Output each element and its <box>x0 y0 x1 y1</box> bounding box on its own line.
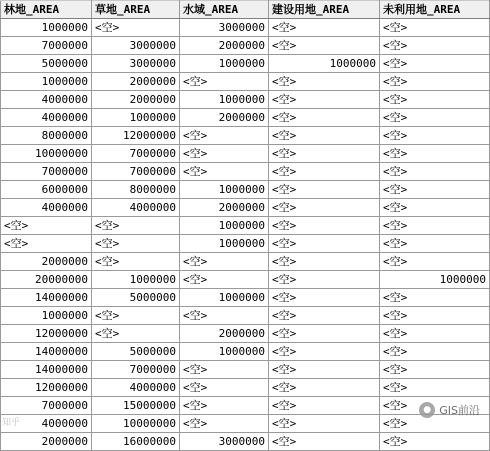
table-cell[interactable]: 5000000 <box>92 343 180 361</box>
table-cell[interactable]: <空> <box>92 235 180 253</box>
table-row[interactable] <box>1 181 490 199</box>
table-cell[interactable]: <空> <box>180 379 269 397</box>
table-row[interactable] <box>1 253 490 271</box>
table-cell[interactable]: 4000000 <box>1 91 92 109</box>
table-cell[interactable]: <空> <box>380 415 490 433</box>
table-cell[interactable]: 14000000 <box>1 289 92 307</box>
column-header-water-area[interactable]: 水域_AREA <box>180 1 269 19</box>
column-header-grassland-area[interactable]: 草地_AREA <box>92 1 180 19</box>
table-cell[interactable]: <空> <box>380 181 490 199</box>
table-cell[interactable]: 7000000 <box>92 361 180 379</box>
table-cell[interactable]: 4000000 <box>92 379 180 397</box>
table-cell[interactable]: 2000000 <box>180 37 269 55</box>
table-cell[interactable]: <空> <box>180 127 269 145</box>
table-row[interactable] <box>1 127 490 145</box>
table-cell[interactable]: <空> <box>180 145 269 163</box>
table-cell[interactable]: <空> <box>269 343 380 361</box>
table-row[interactable] <box>1 109 490 127</box>
table-cell[interactable]: 3000000 <box>180 433 269 451</box>
table-cell[interactable]: <空> <box>380 235 490 253</box>
table-cell[interactable]: <空> <box>92 307 180 325</box>
table-cell[interactable]: <空> <box>180 415 269 433</box>
table-row[interactable] <box>1 415 490 433</box>
table-row[interactable] <box>1 343 490 361</box>
table-row[interactable] <box>1 145 490 163</box>
table-cell[interactable]: 12000000 <box>1 325 92 343</box>
table-cell[interactable]: <空> <box>269 145 380 163</box>
table-cell[interactable]: 1000000 <box>1 73 92 91</box>
table-cell[interactable]: 12000000 <box>92 127 180 145</box>
table-cell[interactable]: <空> <box>380 307 490 325</box>
table-cell[interactable]: <空> <box>380 253 490 271</box>
table-row[interactable] <box>1 199 490 217</box>
table-cell[interactable]: <空> <box>380 289 490 307</box>
watermark <box>419 402 480 418</box>
table-row[interactable] <box>1 379 490 397</box>
table-cell[interactable]: 1000000 <box>92 271 180 289</box>
watermark-text: GIS前沿 <box>439 404 480 417</box>
table-cell[interactable]: <空> <box>269 217 380 235</box>
table-row[interactable] <box>1 289 490 307</box>
table-cell[interactable]: 1000000 <box>180 181 269 199</box>
table-cell[interactable]: <空> <box>269 91 380 109</box>
table-cell[interactable]: 2000000 <box>180 109 269 127</box>
table-cell[interactable]: <空> <box>269 253 380 271</box>
table-cell[interactable]: <空> <box>180 253 269 271</box>
table-cell[interactable]: 16000000 <box>92 433 180 451</box>
table-cell[interactable]: <空> <box>269 379 380 397</box>
table-cell[interactable]: 2000000 <box>180 325 269 343</box>
table-cell[interactable]: <空> <box>380 433 490 451</box>
table-cell[interactable]: 3000000 <box>92 37 180 55</box>
table-cell[interactable]: 10000000 <box>1 145 92 163</box>
table-cell[interactable]: 1000000 <box>180 343 269 361</box>
table-cell[interactable]: 6000000 <box>1 181 92 199</box>
table-cell[interactable]: 2000000 <box>92 91 180 109</box>
table-cell[interactable]: 7000000 <box>1 163 92 181</box>
table-row[interactable] <box>1 163 490 181</box>
table-cell[interactable]: 7000000 <box>92 145 180 163</box>
table-cell[interactable]: 1000000 <box>180 289 269 307</box>
table-row[interactable] <box>1 235 490 253</box>
table-cell[interactable]: 12000000 <box>1 379 92 397</box>
table-cell[interactable]: <空> <box>180 307 269 325</box>
table-cell[interactable]: <空> <box>180 361 269 379</box>
table-cell[interactable]: 2000000 <box>1 253 92 271</box>
table-row[interactable] <box>1 397 490 415</box>
table-cell[interactable]: 1000000 <box>380 271 490 289</box>
header-row <box>1 1 490 19</box>
table-cell[interactable]: 1000000 <box>1 19 92 37</box>
table-row[interactable] <box>1 217 490 235</box>
table-cell[interactable]: 2000000 <box>92 73 180 91</box>
table-cell[interactable]: <空> <box>269 433 380 451</box>
table-cell[interactable]: <空> <box>269 271 380 289</box>
table-cell[interactable]: <空> <box>380 73 490 91</box>
table-cell[interactable]: <空> <box>1 235 92 253</box>
table-cell[interactable]: <空> <box>269 37 380 55</box>
table-cell[interactable]: 14000000 <box>1 343 92 361</box>
table-cell[interactable]: <空> <box>269 307 380 325</box>
table-cell[interactable]: 2000000 <box>1 433 92 451</box>
table-cell[interactable]: <空> <box>92 253 180 271</box>
table-cell[interactable]: <空> <box>180 397 269 415</box>
table-cell[interactable]: <空> <box>269 181 380 199</box>
table-cell[interactable]: 7000000 <box>1 37 92 55</box>
table-cell[interactable]: 4000000 <box>1 415 92 433</box>
table-cell[interactable]: 1000000 <box>269 55 380 73</box>
table-cell[interactable]: 1000000 <box>180 235 269 253</box>
column-header-forest-area[interactable]: 林地_AREA <box>1 1 92 19</box>
table-cell[interactable]: 3000000 <box>180 19 269 37</box>
table-cell[interactable]: 2000000 <box>180 199 269 217</box>
table-cell[interactable]: 20000000 <box>1 271 92 289</box>
table-row[interactable] <box>1 325 490 343</box>
table-cell[interactable]: 14000000 <box>1 361 92 379</box>
table-cell[interactable]: <空> <box>380 361 490 379</box>
table-cell[interactable]: <空> <box>269 325 380 343</box>
table-cell[interactable]: 4000000 <box>1 199 92 217</box>
table-cell[interactable]: <空> <box>269 415 380 433</box>
wechat-icon: ● <box>419 402 435 418</box>
table-cell[interactable]: 15000000 <box>92 397 180 415</box>
table-cell[interactable]: 7000000 <box>1 397 92 415</box>
table-cell[interactable]: <空> <box>269 199 380 217</box>
table-cell[interactable]: <空> <box>269 235 380 253</box>
table-cell[interactable]: 1000000 <box>92 109 180 127</box>
table-row[interactable] <box>1 433 490 451</box>
table-cell[interactable]: 1000000 <box>1 307 92 325</box>
watermark-left: 知乎 <box>2 418 21 428</box>
table-cell[interactable]: <空> <box>92 217 180 235</box>
table-cell[interactable]: 4000000 <box>1 109 92 127</box>
table-cell[interactable]: 8000000 <box>92 181 180 199</box>
table-cell[interactable]: 5000000 <box>1 55 92 73</box>
table-cell[interactable]: <空> <box>380 217 490 235</box>
table-cell[interactable]: <空> <box>269 19 380 37</box>
table-row[interactable] <box>1 307 490 325</box>
table-cell[interactable]: <空> <box>92 19 180 37</box>
table-cell[interactable]: <空> <box>269 109 380 127</box>
table-cell[interactable]: 1000000 <box>180 55 269 73</box>
table-row[interactable] <box>1 73 490 91</box>
table-cell[interactable]: <空> <box>380 343 490 361</box>
table-cell[interactable]: <空> <box>269 361 380 379</box>
table-cell[interactable]: <空> <box>380 325 490 343</box>
table-cell[interactable]: <空> <box>380 109 490 127</box>
table-cell[interactable]: 5000000 <box>92 289 180 307</box>
table-cell[interactable]: <空> <box>380 19 490 37</box>
table-cell[interactable]: <空> <box>380 397 490 415</box>
table-cell[interactable]: 7000000 <box>92 163 180 181</box>
table-cell[interactable]: 4000000 <box>92 199 180 217</box>
table-cell[interactable]: <空> <box>269 73 380 91</box>
table-cell[interactable]: <空> <box>92 325 180 343</box>
table-cell[interactable]: <空> <box>269 289 380 307</box>
table-cell[interactable]: <空> <box>269 397 380 415</box>
table-body <box>1 19 490 451</box>
table-row[interactable] <box>1 55 490 73</box>
table-cell[interactable]: <空> <box>1 217 92 235</box>
table-cell[interactable]: <空> <box>380 127 490 145</box>
table-cell[interactable]: <空> <box>180 73 269 91</box>
table-cell[interactable]: 1000000 <box>180 91 269 109</box>
table-row[interactable] <box>1 91 490 109</box>
table-cell[interactable]: 1000000 <box>180 217 269 235</box>
table-cell[interactable]: <空> <box>269 163 380 181</box>
table-cell[interactable]: <空> <box>180 163 269 181</box>
table-cell[interactable]: <空> <box>269 127 380 145</box>
table-row[interactable] <box>1 37 490 55</box>
column-header-unused-land-area[interactable]: 未利用地_AREA <box>380 1 490 19</box>
table-row[interactable] <box>1 19 490 37</box>
table-cell[interactable]: <空> <box>180 271 269 289</box>
table-cell[interactable]: 10000000 <box>92 415 180 433</box>
table-cell[interactable]: <空> <box>380 37 490 55</box>
table-row[interactable] <box>1 361 490 379</box>
table-cell[interactable]: <空> <box>380 145 490 163</box>
column-header-construction-area[interactable]: 建设用地_AREA <box>269 1 380 19</box>
table-cell[interactable]: <空> <box>380 163 490 181</box>
table-cell[interactable]: <空> <box>380 91 490 109</box>
table-cell[interactable]: <空> <box>380 199 490 217</box>
table-cell[interactable]: 3000000 <box>92 55 180 73</box>
table-cell[interactable]: 8000000 <box>1 127 92 145</box>
table-row[interactable] <box>1 271 490 289</box>
table-cell[interactable]: <空> <box>380 55 490 73</box>
table-cell[interactable]: <空> <box>380 379 490 397</box>
